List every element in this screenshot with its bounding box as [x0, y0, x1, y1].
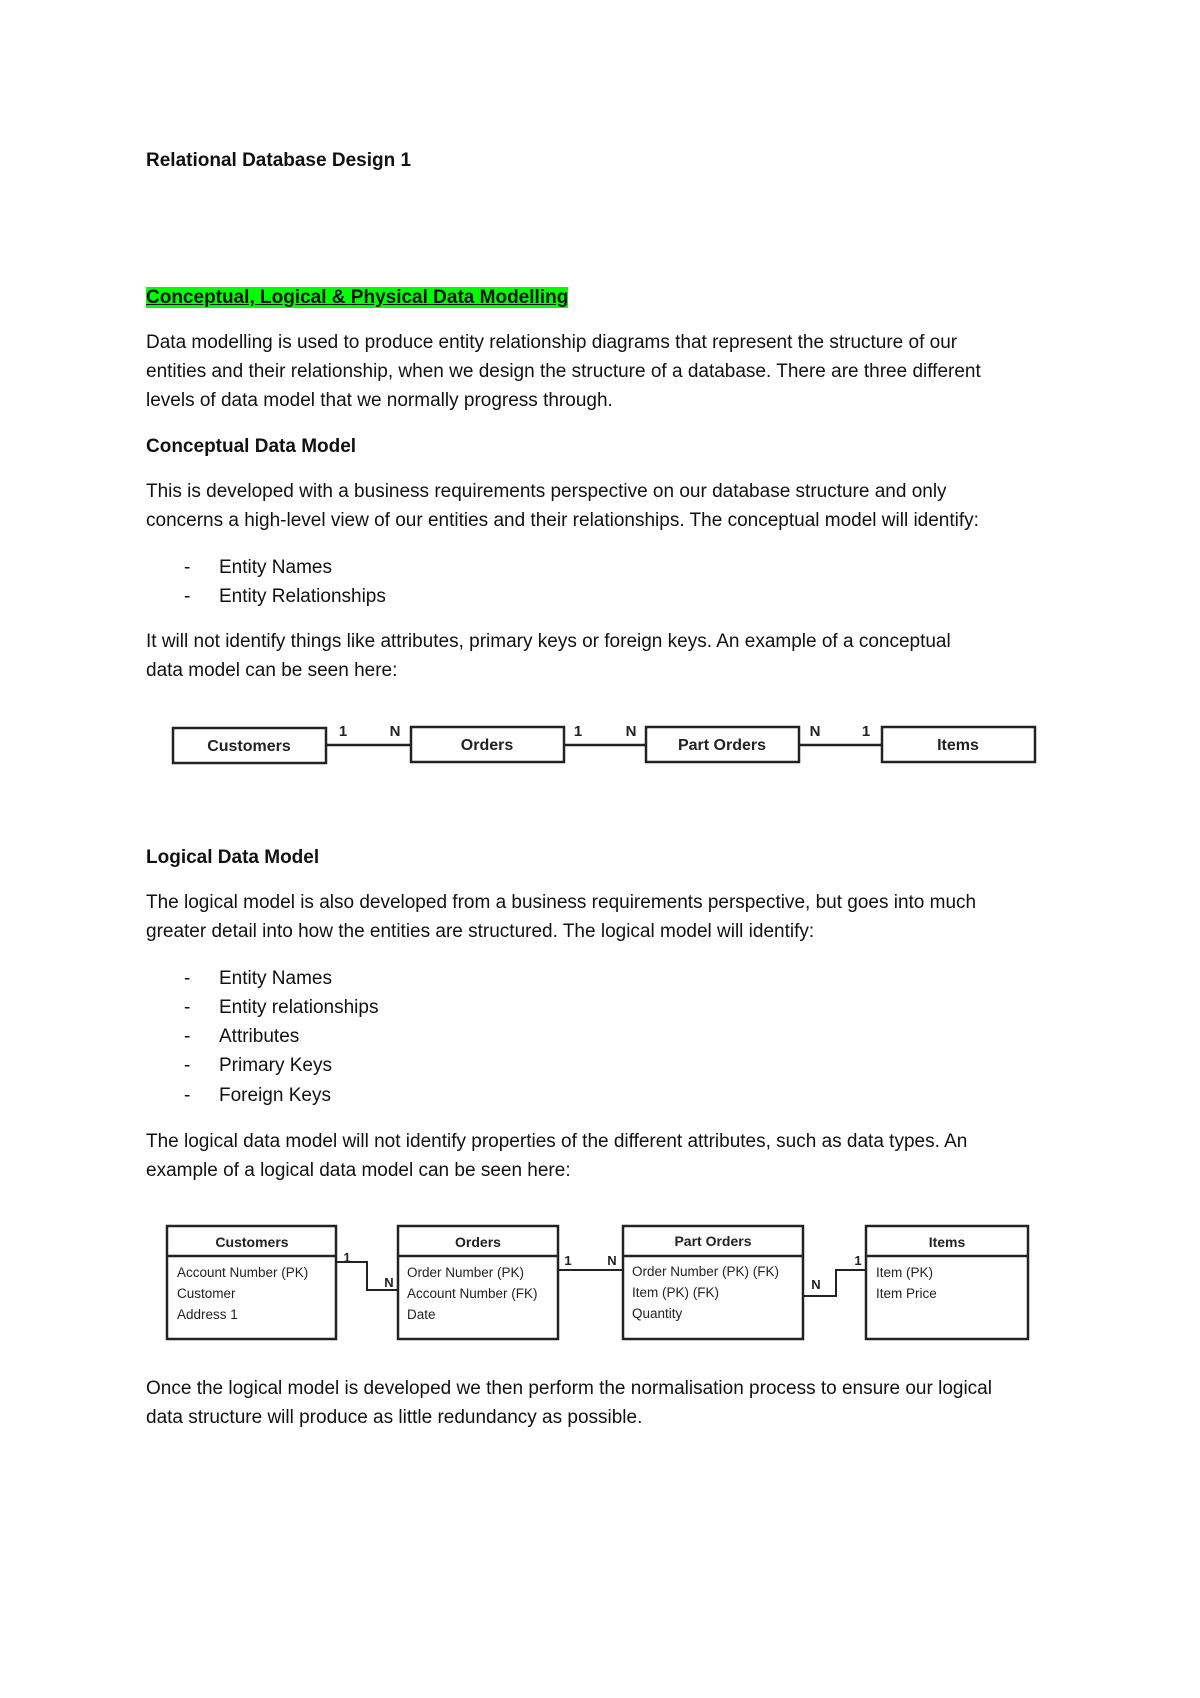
attribute-label: Customer	[177, 1286, 236, 1301]
bullet-text: Primary Keys	[219, 1055, 332, 1076]
bullet-text: Entity relationships	[219, 997, 379, 1018]
cardinality-label: 1	[854, 1253, 862, 1268]
logical-after-line-1: The logical data model will not identify properties of the different attributes, such as data types. An	[146, 1131, 968, 1152]
bullet-text: Entity Names	[219, 557, 332, 578]
bullet-text: Foreign Keys	[219, 1085, 331, 1106]
attribute-label: Account Number (PK)	[177, 1265, 309, 1280]
entity-label: Orders	[460, 737, 514, 754]
attribute-label: Date	[407, 1307, 436, 1322]
cardinality-label: 1	[564, 1253, 572, 1268]
attribute-label: Quantity	[632, 1306, 683, 1321]
bullet-dash: -	[184, 968, 191, 989]
conceptual-after-line-2: data model can be seen here:	[146, 660, 398, 681]
conceptual-heading: Conceptual Data Model	[146, 436, 357, 457]
document-title: Relational Database Design 1	[146, 150, 412, 171]
entity-table-title: Items	[928, 1234, 966, 1250]
bullet-dash: -	[184, 1055, 191, 1076]
attribute-label: Item (PK) (FK)	[632, 1285, 719, 1300]
conceptual-line-2: concerns a high-level view of our entities and their relationships. The conceptual model will identify:	[146, 510, 979, 531]
bullet-dash: -	[184, 1085, 191, 1106]
attribute-label: Item Price	[876, 1286, 937, 1301]
conceptual-line-1: This is developed with a business requirements perspective on our database structure and only	[146, 481, 947, 502]
bullet-text: Entity Relationships	[219, 586, 386, 607]
bullet-dash: -	[184, 586, 191, 607]
bullet-dash: -	[184, 557, 191, 578]
intro-line-1: Data modelling is used to produce entity relationship diagrams that represent the structure of our	[146, 332, 958, 353]
attribute-label: Order Number (PK)	[407, 1265, 525, 1280]
entity-table-title: Customers	[215, 1234, 289, 1250]
intro-line-2: entities and their relationship, when we design the structure of a database. There are three different	[146, 361, 981, 382]
cardinality-label: N	[607, 1253, 617, 1268]
attribute-label: Address 1	[177, 1307, 238, 1322]
entity-label: Part Orders	[677, 737, 767, 754]
conceptual-after-line-1: It will not identify things like attributes, primary keys or foreign keys. An example of a conceptual	[146, 631, 951, 652]
attribute-label: Order Number (PK) (FK)	[632, 1264, 780, 1279]
bullet-text: Attributes	[219, 1026, 300, 1047]
logical-line-2: greater detail into how the entities are structured. The logical model will identify:	[146, 921, 815, 942]
attribute-label: Item (PK)	[876, 1265, 934, 1280]
logical-heading: Logical Data Model	[146, 847, 320, 868]
intro-line-3: levels of data model that we normally progress through.	[146, 390, 613, 411]
entity-label: Items	[937, 737, 979, 754]
closing-line-1: Once the logical model is developed we then perform the normalisation process to ensure our logical	[146, 1378, 992, 1399]
section-heading-highlight: Conceptual, Logical & Physical Data Modelling	[146, 287, 569, 308]
entity-label: Customers	[207, 738, 291, 755]
logical-line-1: The logical model is also developed from a business requirements perspective, but goes into much	[146, 892, 977, 913]
cardinality-label: N	[384, 1275, 394, 1290]
cardinality-label: 1	[861, 723, 871, 740]
closing-line-2: data structure will produce as little redundancy as possible.	[146, 1407, 643, 1428]
cardinality-label: 1	[573, 723, 583, 740]
entity-table-title: Part Orders	[674, 1233, 752, 1249]
cardinality-label: N	[809, 723, 821, 740]
bullet-text: Entity Names	[219, 968, 332, 989]
bullet-dash: -	[184, 1026, 191, 1047]
attribute-label: Account Number (FK)	[407, 1286, 538, 1301]
cardinality-label: N	[625, 723, 637, 740]
entity-table-title: Orders	[455, 1234, 501, 1250]
logical-after-line-2: example of a logical data model can be seen here:	[146, 1160, 571, 1181]
cardinality-label: 1	[338, 723, 348, 740]
cardinality-label: N	[389, 723, 401, 740]
bullet-dash: -	[184, 997, 191, 1018]
cardinality-label: 1	[343, 1250, 351, 1265]
cardinality-label: N	[811, 1277, 821, 1292]
